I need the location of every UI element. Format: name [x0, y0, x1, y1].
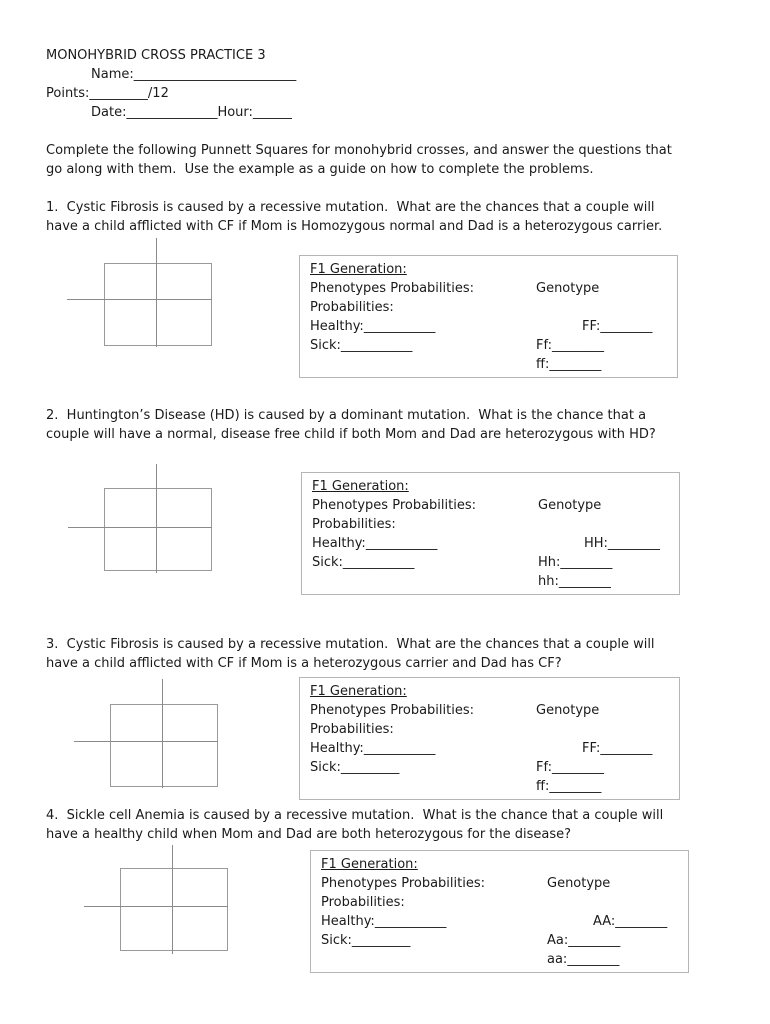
punnett-vertical-line — [162, 679, 163, 788]
f1-heading: F1 Generation: — [310, 684, 407, 699]
genotype-label: Genotype — [547, 876, 611, 891]
probabilities-label: Probabilities: — [321, 895, 405, 910]
healthy-field[interactable]: Healthy:___________ — [310, 319, 436, 334]
punnett-grid — [120, 868, 228, 951]
genotype-homozygous-recessive-field[interactable]: aa:________ — [547, 952, 620, 967]
genotype-heterozygous-field[interactable]: Aa:________ — [547, 933, 621, 948]
name-field[interactable]: Name:_________________________ — [91, 67, 297, 82]
sick-field[interactable]: Sick:_________ — [321, 933, 411, 948]
sick-field[interactable]: Sick:___________ — [312, 555, 415, 570]
worksheet-title: MONOHYBRID CROSS PRACTICE 3 — [46, 48, 266, 63]
punnett-grid — [104, 488, 212, 571]
genotype-homozygous-dominant-field[interactable]: FF:________ — [582, 319, 653, 334]
genotype-homozygous-dominant-field[interactable]: FF:________ — [582, 741, 653, 756]
f1-generation-box-3 — [299, 677, 680, 800]
question-1-line-2: have a child afflicted with CF if Mom is Homozygous normal and Dad is a heterozygous carrier. — [46, 219, 663, 234]
genotype-label: Genotype — [536, 703, 600, 718]
healthy-field[interactable]: Healthy:___________ — [321, 914, 447, 929]
phenotype-label: Phenotypes Probabilities: — [310, 281, 475, 296]
healthy-field[interactable]: Healthy:___________ — [310, 741, 436, 756]
sick-field[interactable]: Sick:_________ — [310, 760, 400, 775]
punnett-horizontal-line — [68, 527, 212, 528]
probabilities-label: Probabilities: — [312, 517, 396, 532]
question-2-line-2: couple will have a normal, disease free child if both Mom and Dad are heterozygous with HD? — [46, 427, 656, 442]
genotype-heterozygous-field[interactable]: Ff:________ — [536, 338, 604, 353]
sick-field[interactable]: Sick:___________ — [310, 338, 413, 353]
punnett-horizontal-line — [74, 741, 218, 742]
probabilities-label: Probabilities: — [310, 722, 394, 737]
genotype-homozygous-recessive-field[interactable]: hh:________ — [538, 574, 611, 589]
f1-generation-box-1 — [299, 255, 678, 378]
genotype-heterozygous-field[interactable]: Hh:________ — [538, 555, 613, 570]
question-4-line-1: 4. Sickle cell Anemia is caused by a recessive mutation. What is the chance that a couple will — [46, 808, 664, 823]
healthy-field[interactable]: Healthy:___________ — [312, 536, 438, 551]
genotype-homozygous-dominant-field[interactable]: AA:________ — [593, 914, 668, 929]
f1-heading: F1 Generation: — [310, 262, 407, 277]
genotype-homozygous-recessive-field[interactable]: ff:________ — [536, 779, 602, 794]
punnett-vertical-line — [156, 464, 157, 573]
f1-heading: F1 Generation: — [321, 857, 418, 872]
phenotype-label: Phenotypes Probabilities: — [321, 876, 486, 891]
genotype-heterozygous-field[interactable]: Ff:________ — [536, 760, 604, 775]
genotype-homozygous-recessive-field[interactable]: ff:________ — [536, 357, 602, 372]
punnett-horizontal-line — [67, 299, 212, 300]
instructions-line-1: Complete the following Punnett Squares for monohybrid crosses, and answer the questions that — [46, 143, 672, 158]
instructions-line-2: go along with them. Use the example as a guide on how to complete the problems. — [46, 162, 594, 177]
punnett-grid — [110, 704, 218, 787]
genotype-label: Genotype — [536, 281, 600, 296]
f1-heading: F1 Generation: — [312, 479, 409, 494]
f1-generation-box-2 — [301, 472, 680, 595]
question-4-line-2: have a healthy child when Mom and Dad are both heterozygous for the disease? — [46, 827, 572, 842]
genotype-homozygous-dominant-field[interactable]: HH:________ — [584, 536, 660, 551]
punnett-vertical-line — [156, 238, 157, 347]
phenotype-label: Phenotypes Probabilities: — [310, 703, 475, 718]
question-2-line-1: 2. Huntington’s Disease (HD) is caused by a dominant mutation. What is the chance that a — [46, 408, 647, 423]
points-field[interactable]: Points:_________/12 — [46, 86, 169, 101]
question-3-line-1: 3. Cystic Fibrosis is caused by a recessive mutation. What are the chances that a couple will — [46, 637, 655, 652]
phenotype-label: Phenotypes Probabilities: — [312, 498, 477, 513]
date-hour-field[interactable]: Date:______________Hour:______ — [91, 105, 292, 120]
punnett-horizontal-line — [84, 906, 228, 907]
probabilities-label: Probabilities: — [310, 300, 394, 315]
punnett-vertical-line — [172, 845, 173, 954]
genotype-label: Genotype — [538, 498, 602, 513]
question-3-line-2: have a child afflicted with CF if Mom is a heterozygous carrier and Dad has CF? — [46, 656, 562, 671]
punnett-grid — [104, 263, 212, 346]
f1-generation-box-4 — [310, 850, 689, 973]
question-1-line-1: 1. Cystic Fibrosis is caused by a recessive mutation. What are the chances that a couple will — [46, 200, 655, 215]
